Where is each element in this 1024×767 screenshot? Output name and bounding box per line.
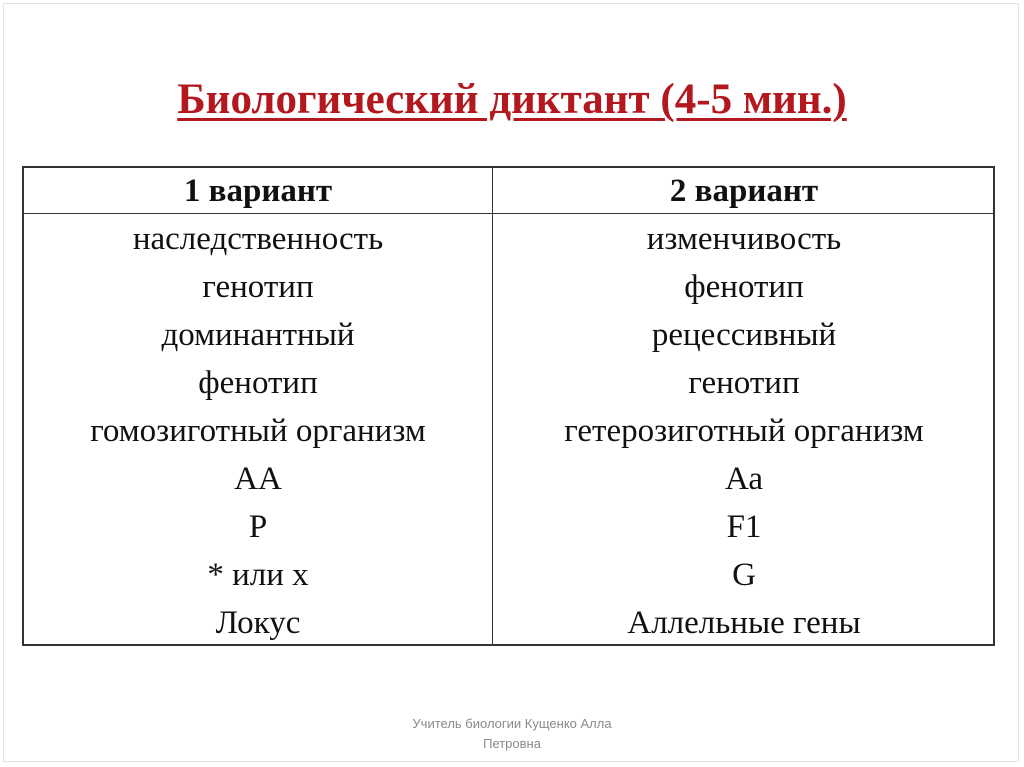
- table-cell: Аллельные гены: [627, 605, 861, 641]
- table-cell: фенотип: [198, 365, 318, 401]
- table-cell: генотип: [202, 269, 314, 305]
- table-cell: АА: [234, 461, 282, 497]
- table-header-variant-1: 1 вариант: [24, 168, 493, 214]
- slide-title: [0, 70, 1024, 130]
- table-header-variant-2: 2 вариант: [493, 168, 995, 214]
- table-cell: изменчивость: [646, 221, 842, 257]
- author-footer-line-2: Петровна: [483, 736, 541, 751]
- table-cell: генотип: [688, 365, 800, 401]
- author-footer-line-1: Учитель биологии Кущенко Алла: [412, 716, 612, 731]
- table-cell: Аа: [724, 461, 764, 497]
- table-cell: * или х: [207, 557, 309, 593]
- table-cell: фенотип: [684, 269, 804, 305]
- variant-2-terms: [493, 214, 995, 644]
- table-cell: Локус: [215, 605, 301, 641]
- table-cell: G: [732, 557, 756, 593]
- table-cell: доминантный: [161, 317, 355, 353]
- variant-1-terms: [24, 214, 493, 644]
- table-cell: наследственность: [132, 221, 384, 257]
- author-footer: [0, 714, 1024, 754]
- table-cell: гетерозиготный организм: [564, 413, 924, 449]
- table-cell: гомозиготный организм: [90, 413, 426, 449]
- table-cell: рецессивный: [651, 317, 837, 353]
- slide-title-text: Биологический диктант (4-5 мин.): [177, 76, 847, 123]
- dictation-table: [22, 166, 995, 646]
- table-cell: Р: [248, 509, 268, 545]
- table-cell: F1: [726, 509, 762, 545]
